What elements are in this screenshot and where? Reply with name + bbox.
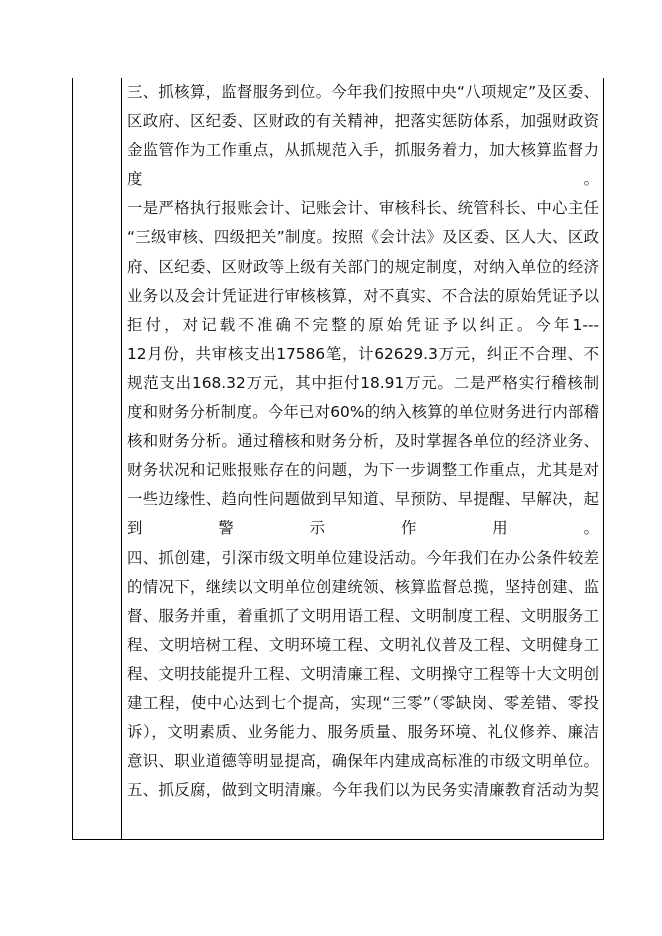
text-line: 核和财务分析。通过稽核和财务分析，及时掌握各单位的经济业务、 bbox=[127, 432, 599, 451]
table-border-right bbox=[603, 78, 604, 840]
text-line: 财务状况和记账报账存在的问题，为下一步调整工作重点，尤其是对 bbox=[127, 461, 599, 480]
text-line: 程、文明技能提升工程、文明清廉工程、文明操守工程等十大文明创 bbox=[127, 664, 599, 683]
text-line: 的情况下，继续以文明单位创建统领、核算监督总揽，坚持创建、监 bbox=[127, 577, 599, 596]
text-line: 拒付，对记载不准确不完整的原始凭证予以纠正。今年1--- bbox=[127, 315, 599, 334]
document-body-text bbox=[127, 78, 599, 805]
text-line: 一些边缘性、趋向性问题做到早知道、早预防、早提醒、早解决，起 bbox=[127, 490, 599, 509]
text-line: 诉），文明素质、业务能力、服务质量、服务环境、礼仪修养、廉洁 bbox=[127, 723, 599, 742]
document-table bbox=[72, 78, 604, 840]
text-line: 督、服务并重，着重抓了文明用语工程、文明制度工程、文明服务工 bbox=[127, 606, 599, 625]
text-line: 四、抓创建，引深市级文明单位建设活动。今年我们在办公条件较差 bbox=[127, 548, 599, 567]
text-line: 规范支出168.32万元，其中拒付18.91万元。二是严格实行稽核制 bbox=[127, 373, 599, 392]
text-line: “三级审核、四级把关”制度。按照《会计法》及区委、区人大、区政 bbox=[127, 228, 599, 247]
table-border-bottom bbox=[72, 839, 604, 840]
text-line: 金监管作为工作重点，从抓规范入手，抓服务着力，加大核算监督力 bbox=[127, 141, 599, 160]
text-line: 度 。 bbox=[127, 170, 599, 189]
text-line: 程、文明培树工程、文明环境工程、文明礼仪普及工程、文明健身工 bbox=[127, 635, 599, 654]
text-line: 度和财务分析制度。今年已对60%的纳入核算的单位财务进行内部稽 bbox=[127, 403, 599, 422]
text-line: 一是严格执行报账会计、记账会计、审核科长、统管科长、中心主任 bbox=[127, 199, 599, 218]
text-line: 12月份，共审核支出17586笔，计62629.3万元，纠正不合理、不 bbox=[127, 344, 599, 363]
text-line: 业务以及会计凭证进行审核核算，对不真实、不合法的原始凭证予以 bbox=[127, 286, 599, 305]
text-line: 建工程，使中心达到七个提高，实现“三零”（零缺岗、零差错、零投 bbox=[127, 693, 599, 712]
text-line: 三、抓核算，监督服务到位。今年我们按照中央“八项规定”及区委、 bbox=[127, 83, 599, 101]
table-border-column-divider bbox=[121, 78, 122, 840]
text-line: 府、区纪委、区财政等上级有关部门的规定制度，对纳入单位的经济 bbox=[127, 257, 599, 276]
table-border-left bbox=[72, 78, 73, 840]
text-line: 到 警 示 作 用 。 bbox=[127, 519, 599, 538]
text-line: 五、抓反腐，做到文明清廉。今年我们以为民务实清廉教育活动为契 bbox=[127, 781, 599, 800]
text-line: 意识、职业道德等明显提高，确保年内建成高标准的市级文明单位。 bbox=[127, 752, 599, 771]
text-line: 区政府、区纪委、区财政的有关精神，把落实惩防体系，加强财政资 bbox=[127, 112, 599, 131]
